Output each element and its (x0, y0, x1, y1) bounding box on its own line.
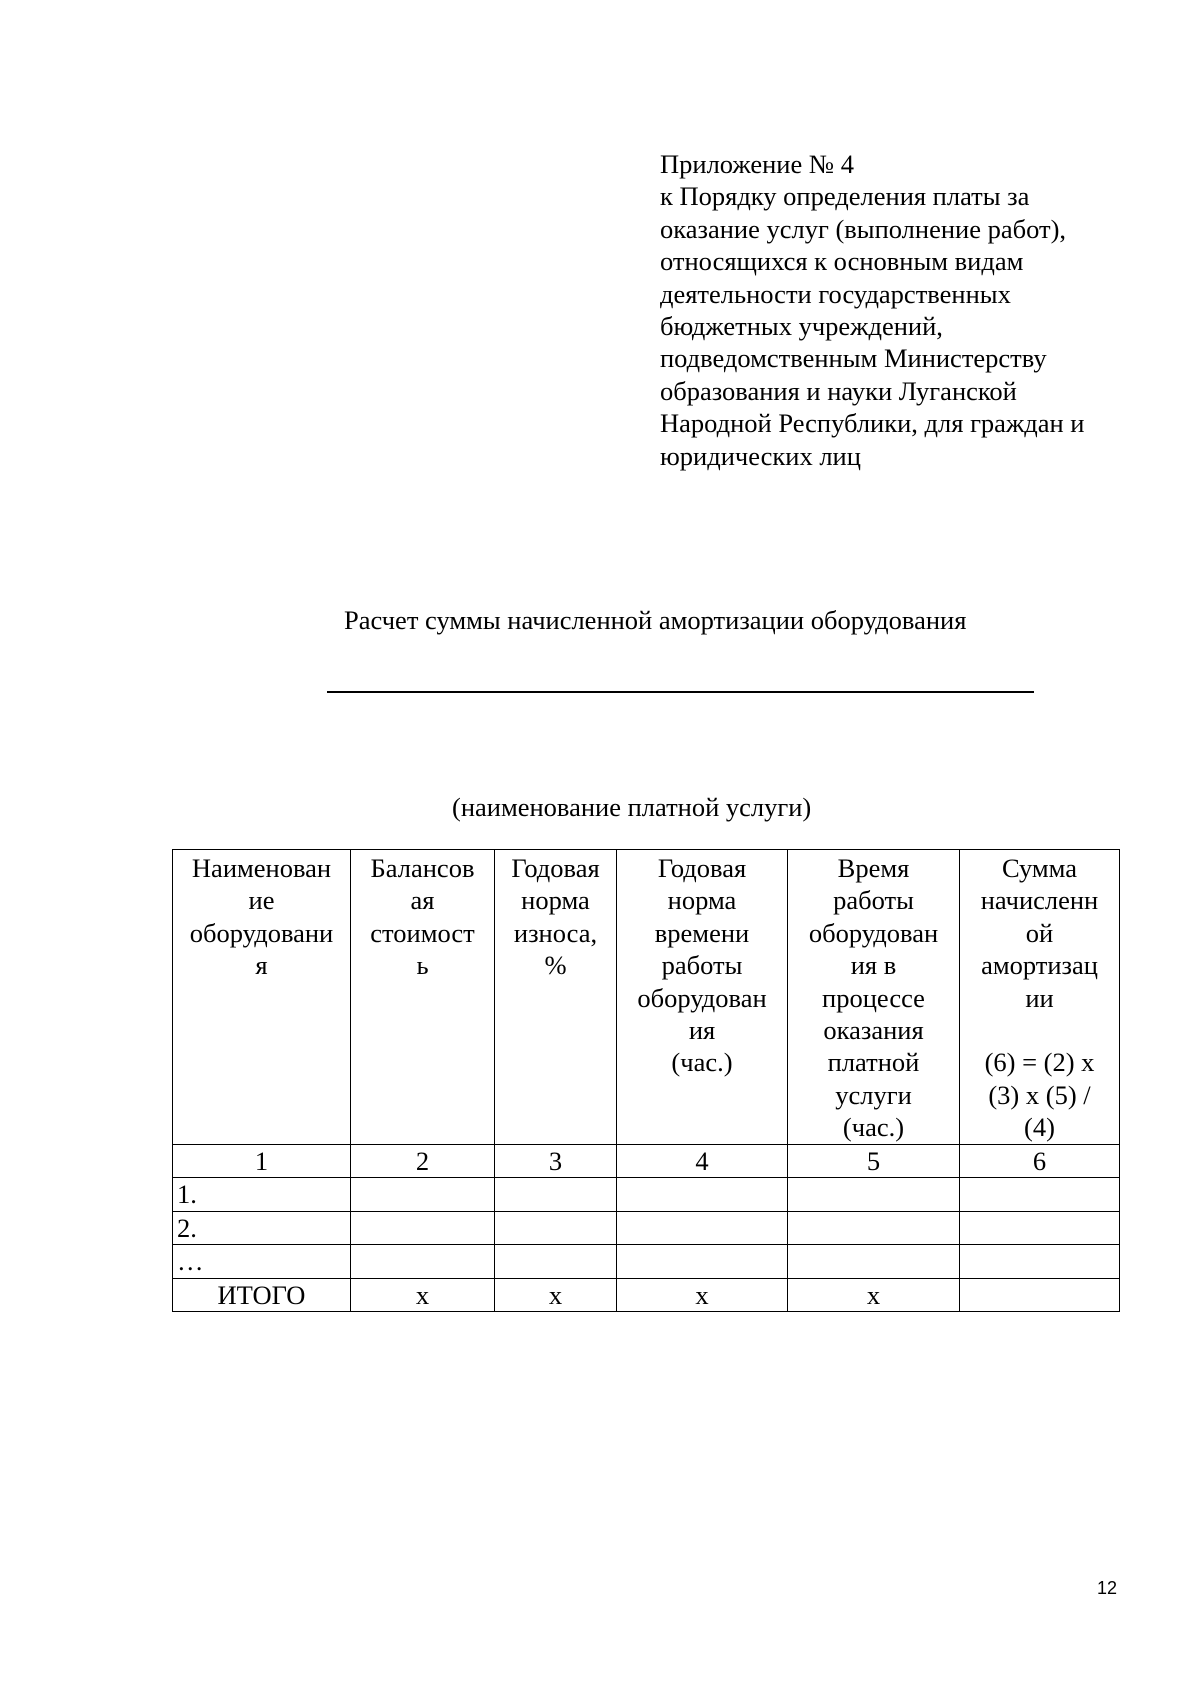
table-cell (960, 1211, 1120, 1244)
column-number: 2 (351, 1145, 495, 1178)
table-cell (351, 1211, 495, 1244)
table-cell: … (173, 1245, 351, 1278)
header-cell-equipment-name: Наименован ие оборудовани я (173, 850, 351, 1145)
header-cell-wear-rate: Годовая норма износа, % (495, 850, 617, 1145)
table-cell: 2. (173, 1211, 351, 1244)
table-cell (960, 1245, 1120, 1278)
table-cell (617, 1245, 788, 1278)
header-cell-depreciation-sum: Сумма начисленн ой амортизац ии (6) = (2) x (3) x (5) / (4) (960, 850, 1120, 1145)
page-number: 12 (1097, 1578, 1118, 1598)
annex-line: образования и науки Луганской (660, 375, 1017, 406)
table-cell (788, 1211, 960, 1244)
annex-reference (660, 148, 1140, 472)
total-cell (960, 1278, 1120, 1311)
table-cell: 1. (173, 1178, 351, 1211)
header-cell-annual-hours: Годовая норма времени работы оборудован ия (час.) (617, 850, 788, 1145)
formula-line: (4) (1024, 1112, 1055, 1143)
column-number: 6 (960, 1145, 1120, 1178)
column-number-row (173, 1145, 1120, 1178)
total-cell: x (495, 1278, 617, 1311)
table-row (173, 1245, 1120, 1278)
table-cell (495, 1245, 617, 1278)
annex-line: к Порядку определения платы за (660, 181, 1030, 212)
header-cell-balance-value: Балансов ая стоимост ь (351, 850, 495, 1145)
annex-line: оказание услуг (выполнение работ), (660, 213, 1067, 244)
column-number: 3 (495, 1145, 617, 1178)
annex-line: бюджетных учреждений, (660, 311, 943, 342)
header-cell-service-hours: Время работы оборудован ия в процессе оказания платной услуги (час.) (788, 850, 960, 1145)
table-cell (495, 1178, 617, 1211)
depreciation-table (172, 849, 1120, 1312)
annex-line: Народной Республики, для граждан и (660, 408, 1085, 439)
total-cell: x (617, 1278, 788, 1311)
table-cell (351, 1245, 495, 1278)
service-name-caption-text: (наименование платной услуги) (452, 792, 812, 822)
formula-line: (6) = (2) x (984, 1047, 1095, 1078)
total-cell: x (788, 1278, 960, 1311)
service-name-fill-line (327, 691, 1034, 693)
table-row (173, 1211, 1120, 1244)
formula-line: (3) x (5) / (988, 1079, 1091, 1110)
annex-line: относящихся к основным видам (660, 246, 1024, 277)
total-label: ИТОГО (173, 1278, 351, 1311)
document-title-text: Расчет суммы начисленной амортизации оборудования (344, 605, 967, 635)
total-row (173, 1278, 1120, 1311)
column-number: 1 (173, 1145, 351, 1178)
column-number: 5 (788, 1145, 960, 1178)
column-number: 4 (617, 1145, 788, 1178)
table-cell (495, 1211, 617, 1244)
table-cell (617, 1178, 788, 1211)
table-cell (960, 1178, 1120, 1211)
annex-line: подведомственным Министерству (660, 343, 1047, 374)
table-cell (351, 1178, 495, 1211)
annex-line: Приложение № 4 (660, 149, 855, 179)
table-header-row (173, 850, 1120, 1145)
annex-line: юридических лиц (660, 440, 861, 471)
table-cell (788, 1245, 960, 1278)
table-row (173, 1178, 1120, 1211)
annex-line: деятельности государственных (660, 278, 1011, 309)
total-cell: x (351, 1278, 495, 1311)
table-cell (788, 1178, 960, 1211)
table-cell (617, 1211, 788, 1244)
